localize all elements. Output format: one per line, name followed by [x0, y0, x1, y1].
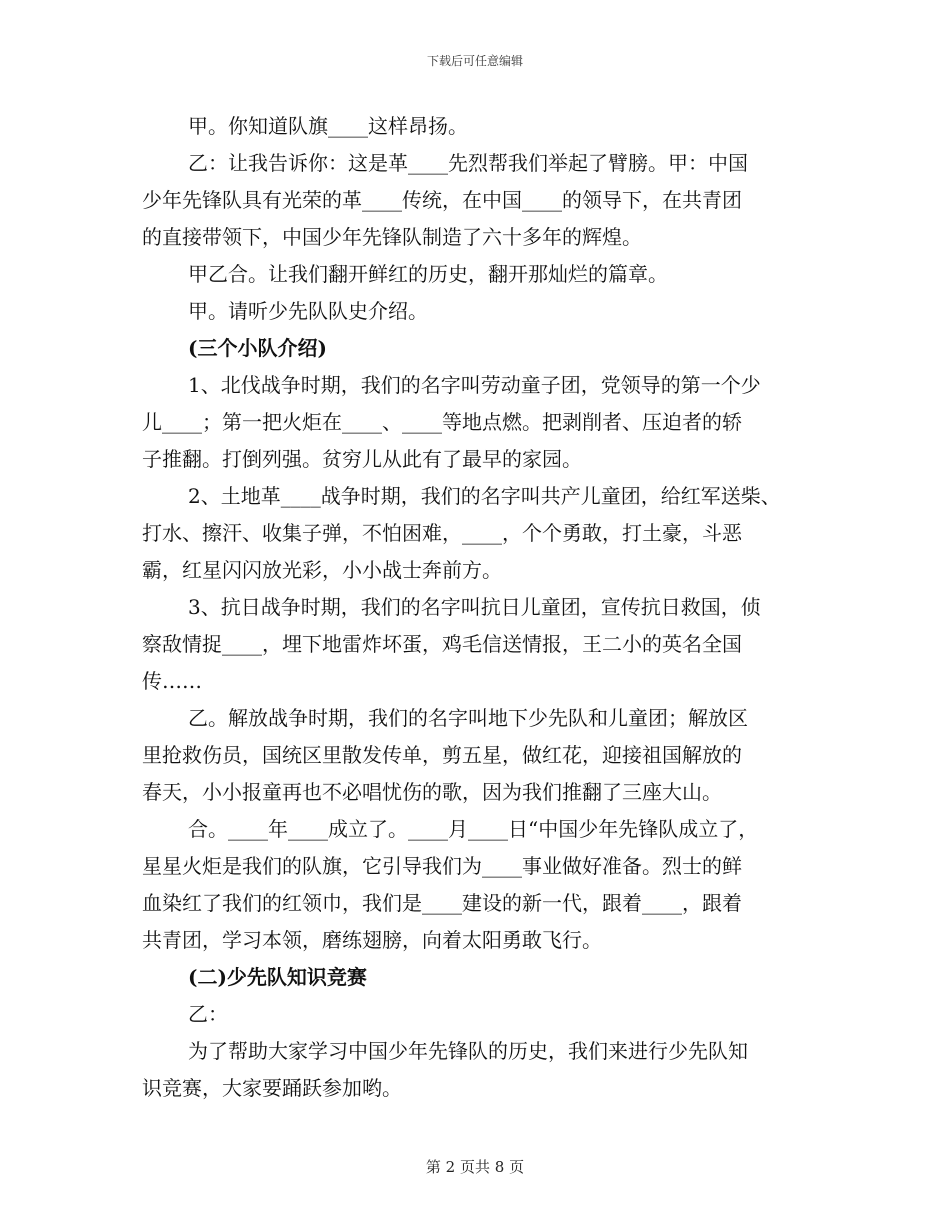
page-footer: 第 2 页共 8 页 [425, 1158, 525, 1176]
text-line: 传…… [142, 669, 202, 693]
section-heading: (二)少先队知识竞赛 [188, 965, 367, 989]
text-line: 合。____年____成立了。____月____日“中国少年先锋队成立了， [188, 817, 759, 841]
text-line: 少年先锋队具有光荣的革____传统，在中国____的领导下，在共青团 [142, 188, 742, 212]
document-body [142, 108, 818, 1107]
text-line: 子推翻。打倒列强。贫穷儿从此有了最早的家园。 [142, 447, 582, 471]
section-heading: (三个小队介绍) [188, 336, 327, 360]
text-line: 甲。请听少先队队史介绍。 [188, 299, 428, 323]
text-line: 的直接带领下，中国少年先锋队制造了六十多年的辉煌。 [142, 225, 642, 249]
text-line: 识竞赛，大家要踊跃参加哟。 [142, 1076, 402, 1100]
text-line: 儿____；第一把火炬在____、____等地点燃。把剥削者、压迫者的轿 [142, 410, 742, 434]
text-line: 霸，红星闪闪放光彩，小小战士奔前方。 [142, 558, 502, 582]
page-header: 下载后可任意编辑 [426, 54, 523, 68]
text-line: 星星火炬是我们的队旗，它引导我们为____事业做好准备。烈士的鲜 [142, 854, 742, 878]
text-line: 乙：让我告诉你：这是革____先烈帮我们举起了臂膀。甲：中国 [188, 151, 748, 175]
text-line: 1、北伐战争时期，我们的名字叫劳动童子团，党领导的第一个少 [188, 373, 761, 397]
text-line: 共青团，学习本领，磨练翅膀，向着太阳勇敢飞行。 [142, 928, 602, 952]
text-line: 3、抗日战争时期，我们的名字叫抗日儿童团，宣传抗日救国，侦 [188, 595, 761, 619]
text-line: 2、土地革____战争时期，我们的名字叫共产儿童团，给红军送柴、 [188, 484, 781, 508]
text-line: 打水、擦汗、收集子弹，不怕困难，____，个个勇敢，打土豪，斗恶 [142, 521, 742, 545]
text-line: 乙： [188, 1002, 228, 1026]
text-line: 甲乙合。让我们翻开鲜红的历史，翻开那灿烂的篇章。 [188, 262, 668, 286]
text-line: 察敌情捉____，埋下地雷炸坏蛋，鸡毛信送情报，王二小的英名全国 [142, 632, 742, 656]
text-line: 春天，小小报童再也不必唱忧伤的歌，因为我们推翻了三座大山。 [142, 780, 722, 804]
text-line: 血染红了我们的红领巾，我们是____建设的新一代，跟着____，跟着 [142, 891, 742, 915]
text-line: 里抢救伤员，国统区里散发传单，剪五星，做红花，迎接祖国解放的 [142, 743, 742, 767]
text-line: 乙。解放战争时期，我们的名字叫地下少先队和儿童团；解放区 [188, 706, 748, 730]
text-line: 甲。你知道队旗____这样昂扬。 [188, 114, 468, 138]
text-line: 为了帮助大家学习中国少年先锋队的历史，我们来进行少先队知 [188, 1039, 748, 1063]
